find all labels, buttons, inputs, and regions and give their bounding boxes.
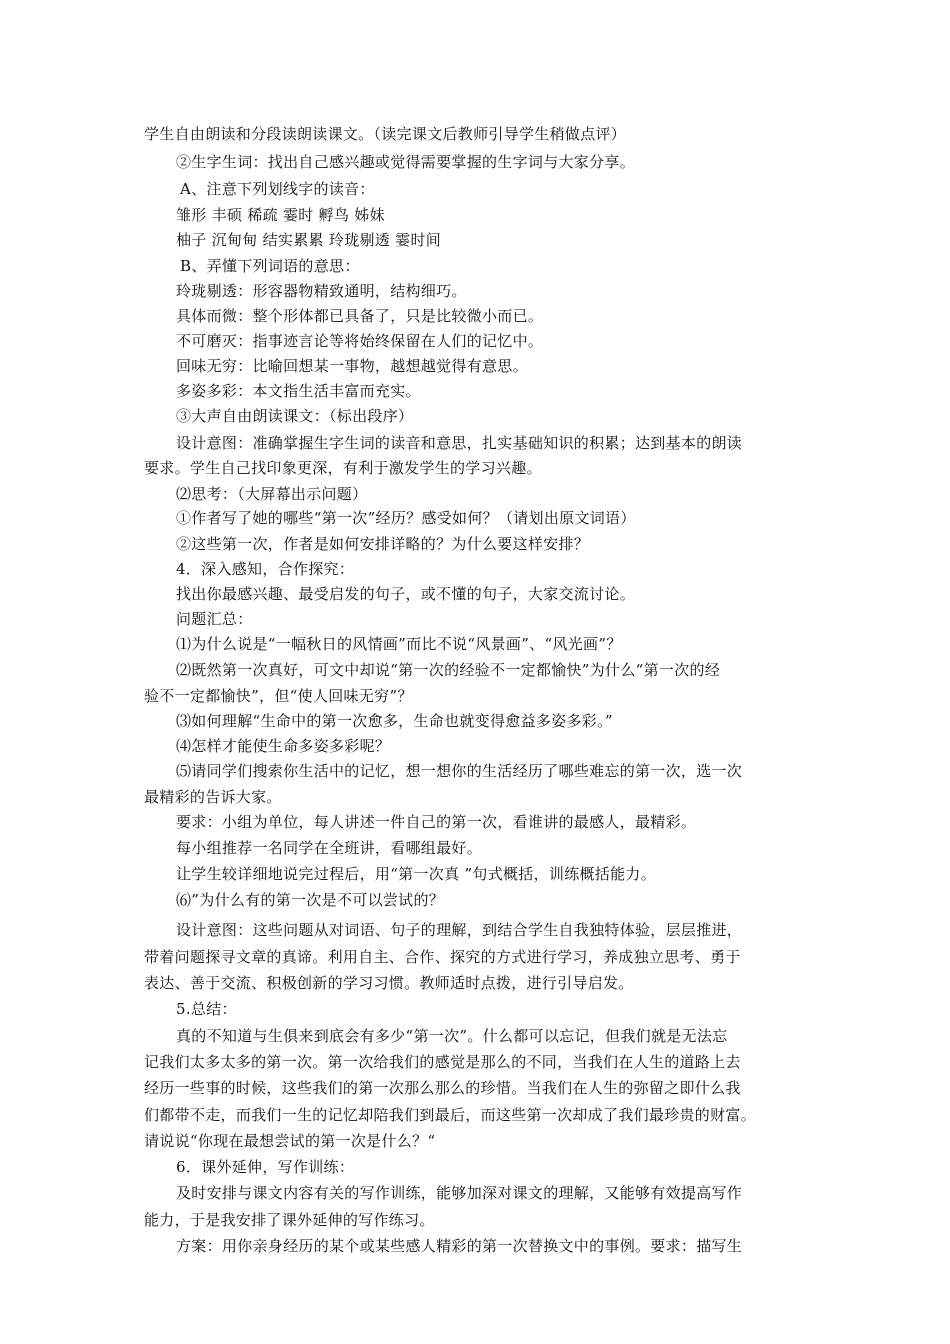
paragraph-line: 回味无穷：比喻回想某一事物，越想越觉得有意思。 [176, 357, 528, 375]
paragraph-line: 们都带不走，而我们一生的记忆却陪我们到最后，而这些第一次却成了我们最珍贵的财富。 [144, 1106, 757, 1124]
paragraph-line: 6．课外延伸，写作训练： [176, 1158, 355, 1176]
paragraph-line: 要求。学生自己找印象更深，有利于激发学生的学习兴趣。 [144, 459, 542, 477]
paragraph-line: 要求：小组为单位，每人讲述一件自己的第一次，看谁讲的最感人，最精彩。 [176, 813, 697, 831]
paragraph-line: 设计意图：这些问题从对词语、句子的理解，到结合学生自我独特体验，层层推进， [176, 921, 743, 939]
paragraph-line: 5.总结： [176, 1000, 237, 1018]
paragraph-line: 让学生较详细地说完过程后，用“第一次真 ”句式概括，训练概括能力。 [176, 865, 657, 883]
paragraph-line: 柚子 沉甸甸 结实累累 玲珑剔透 霎时间 [176, 231, 442, 249]
paragraph-line: ⑸请同学们搜索你生活中的记忆，想一想你的生活经历了哪些难忘的第一次，选一次 [176, 762, 743, 780]
paragraph-line: B、弄懂下列词语的意思： [180, 257, 360, 275]
paragraph-line: 经历一些事的时候，这些我们的第一次那么那么的珍惜。当我们在人生的弥留之即什么我 [144, 1079, 741, 1097]
paragraph-line: 验不一定都愉快”，但“使人回味无穷”？ [144, 687, 413, 705]
paragraph-line: A、注意下列划线字的读音： [180, 180, 375, 198]
paragraph-line: 真的不知道与生俱来到底会有多少“第一次”。什么都可以忘记，但我们就是无法忘 [176, 1027, 728, 1045]
paragraph-line: 问题汇总： [176, 610, 253, 628]
paragraph-line: 请说说“你现在最想尝试的第一次是什么？“ [144, 1132, 436, 1150]
paragraph-line: 表达、善于交流、积极创新的学习习惯。教师适时点拨，进行引导启发。 [144, 974, 634, 992]
paragraph-line: 雏形 丰硕 稀疏 霎时 孵鸟 姊妹 [176, 206, 385, 224]
paragraph-line: 玲珑剔透：形容器物精致通明，结构细巧。 [176, 282, 467, 300]
paragraph-line: 找出你最感兴趣、最受启发的句子，或不懂的句子，大家交流讨论。 [176, 585, 636, 603]
paragraph-line: 4．深入感知，合作探究： [176, 560, 355, 578]
paragraph-line: 方案：用你亲身经历的某个或某些感人精彩的第一次替换文中的事例。要求：描写生 [176, 1237, 743, 1255]
paragraph-line: 不可磨灭：指事迹言论等将始终保留在人们的记忆中。 [176, 332, 544, 350]
paragraph-line: 能力，于是我安排了课外延伸的写作练习。 [144, 1211, 435, 1229]
paragraph-line: ②这些第一次，作者是如何安排详略的？为什么要这样安排？ [176, 535, 590, 553]
paragraph-line: ②生字生词：找出自己感兴趣或觉得需要掌握的生字词与大家分享。 [176, 153, 636, 171]
paragraph-line: 具体而微：整个形体都已具备了，只是比较微小而已。 [176, 307, 544, 325]
paragraph-line: 设计意图：准确掌握生字生词的读音和意思，扎实基础知识的积累；达到基本的朗读 [176, 434, 743, 452]
paragraph-line: ①作者写了她的哪些“第一次”经历？感受如何？（请划出原文词语） [176, 509, 636, 527]
paragraph-line: ⑶如何理解“生命中的第一次愈多，生命也就变得愈益多姿多彩。” [176, 712, 613, 730]
paragraph-line: 每小组推荐一名同学在全班讲，看哪组最好。 [176, 839, 483, 857]
paragraph-line: ③大声自由朗读课文：（标出段序） [176, 407, 414, 425]
paragraph-line: 带着问题探寻文章的真谛。利用自主、合作、探究的方式进行学习，养成独立思考、勇于 [144, 948, 741, 966]
paragraph-line: 多姿多彩：本文指生活丰富而充实。 [176, 382, 421, 400]
paragraph-line: ⑴为什么说是“一幅秋日的风情画”而比不说“风景画”、“风光画”？ [176, 635, 622, 653]
paragraph-line: 最精彩的告诉大家。 [144, 788, 282, 806]
paragraph-line: 及时安排与课文内容有关的写作训练，能够加深对课文的理解，又能够有效提高写作 [176, 1184, 743, 1202]
paragraph-line: 记我们太多太多的第一次。第一次给我们的感觉是那么的不同，当我们在人生的道路上去 [144, 1053, 741, 1071]
paragraph-line: ⑷怎样才能使生命多姿多彩呢？ [176, 737, 391, 755]
paragraph-line: 学生自由朗读和分段读朗读课文。（读完课文后教师引导学生稍做点评） [144, 125, 627, 143]
paragraph-line: ⑵既然第一次真好，可文中却说“第一次的经验不一定都愉快”为什么“第一次的经 [176, 661, 721, 679]
paragraph-line: ⑵思考：（大屏幕出示问题） [176, 485, 368, 503]
paragraph-line: ⑹”为什么有的第一次是不可以尝试的？ [176, 891, 445, 909]
